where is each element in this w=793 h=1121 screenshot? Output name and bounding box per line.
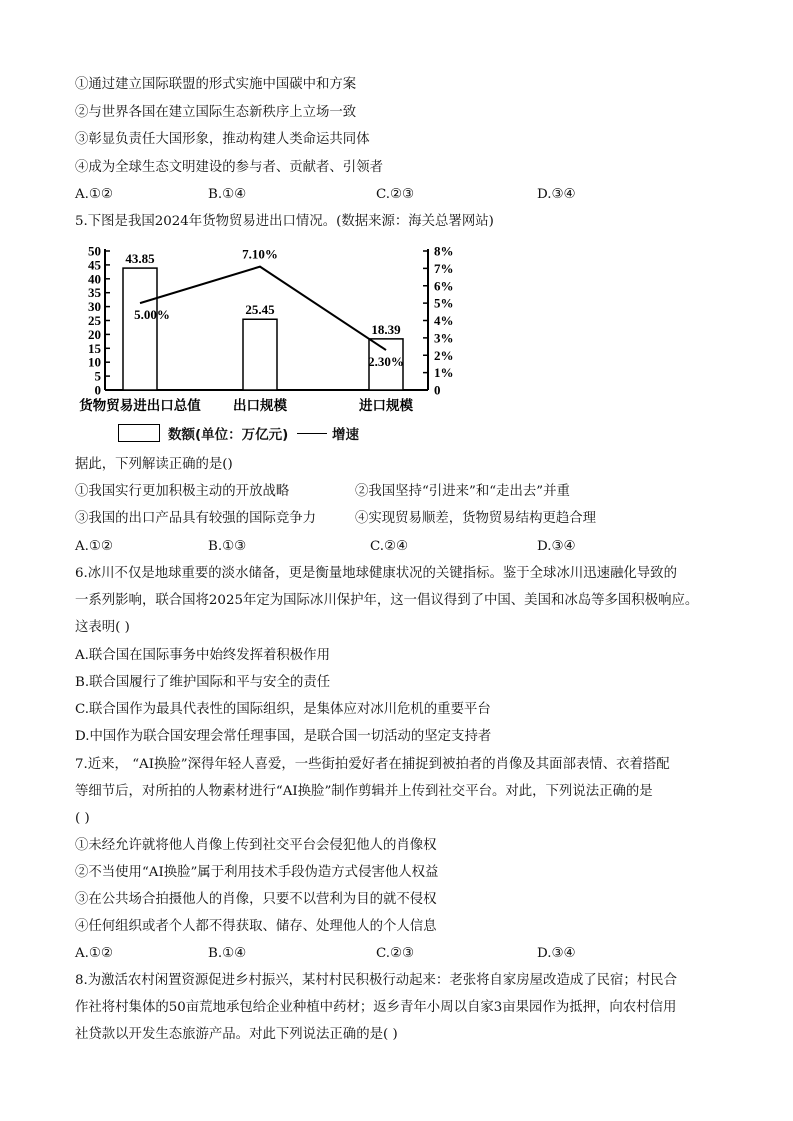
bar-value-label: 18.39	[371, 321, 401, 337]
trade-chart	[70, 238, 470, 448]
q4-item-3: ③彰显负责任大国形象，推动构建人类命运共同体	[75, 132, 370, 147]
bar-value-label: 25.45	[245, 302, 275, 318]
legend-bar-swatch	[118, 424, 160, 442]
growth-value-label: 5.00%	[134, 307, 170, 323]
right-tick-label: 7%	[434, 260, 454, 276]
q8-stem-line-3: 社贷款以开发生态旅游产品。对此下列说法正确的是( )	[75, 1027, 398, 1042]
q5-item-1: ①我国实行更加积极主动的开放战略	[75, 484, 290, 499]
left-tick-label: 20	[88, 326, 101, 342]
left-tick-label: 35	[88, 285, 101, 301]
category-label: 进口规模	[359, 398, 413, 414]
left-tick-label: 45	[88, 257, 101, 273]
q5-option-d: D.③④	[537, 539, 576, 554]
right-tick-label: 4%	[434, 313, 454, 328]
q4-item-2: ②与世界各国在建立国际生态新秩序上立场一致	[75, 105, 357, 120]
left-tick-label: 40	[88, 271, 101, 287]
q4-option-a: A.①②	[75, 187, 113, 202]
bar	[123, 268, 157, 390]
q6-option-c: C.联合国作为最具代表性的国际组织，是集体应对冰川危机的重要平台	[75, 702, 491, 717]
left-tick-label: 50	[88, 243, 101, 259]
left-tick-label: 15	[88, 340, 101, 356]
q7-option-b: B.①④	[208, 946, 247, 961]
q4-option-b: B.①④	[208, 187, 247, 202]
q5-question: 据此，下列解读正确的是()	[75, 457, 233, 472]
legend-line-label: 增速	[332, 427, 359, 443]
right-tick-label: 1%	[434, 365, 454, 381]
q6-option-d: D.中国作为联合国安理会常任理事国，是联合国一切活动的坚定支持者	[75, 729, 492, 744]
q4-option-d: D.③④	[537, 187, 576, 202]
bar	[243, 319, 277, 390]
right-tick-label: 6%	[434, 278, 454, 294]
q7-item-2: ②不当使用“AI换脸”属于利用技术手段伪造方式侵害他人权益	[75, 865, 439, 880]
bar-value-label: 43.85	[125, 251, 155, 267]
q5-option-c: C.②④	[370, 539, 409, 554]
q5-option-b: B.①③	[208, 539, 247, 554]
q7-option-c: C.②③	[376, 946, 415, 961]
q5-item-2: ②我国坚持“引进来”和“走出去”并重	[355, 484, 570, 499]
legend-line-swatch	[297, 433, 327, 434]
right-tick-label: 5%	[434, 295, 454, 311]
q7-item-4: ④任何组织或者个人都不得获取、储存、处理他人的个人信息	[75, 919, 437, 934]
legend-bar-label: 数额(单位：万亿元)	[168, 427, 289, 443]
q7-item-1: ①未经允许就将他人肖像上传到社交平台会侵犯他人的肖像权	[75, 838, 437, 853]
q5-item-3: ③我国的出口产品具有较强的国际竞争力	[75, 511, 317, 526]
right-tick-label: 3%	[434, 330, 454, 346]
q7-stem-line-2: 等细节后，对所拍的人物素材进行“AI换脸”制作剪辑并上传到社交平台。对此，下列说法正确的是	[75, 784, 653, 799]
q4-option-c: C.②③	[376, 187, 415, 202]
q6-stem-line-3: 这表明( )	[75, 620, 130, 635]
q7-stem-line-1: 7.近来， “AI换脸”深得年轻人喜爱，一些街拍爱好者在捕捉到被拍者的肖像及其面部表情、衣着搭配	[75, 757, 670, 772]
q7-stem-line-3: ( )	[75, 811, 90, 826]
q5-option-a: A.①②	[75, 539, 113, 554]
growth-value-label: 2.30%	[368, 354, 404, 370]
q6-stem-line-1: 6.冰川不仅是地球重要的淡水储备，更是衡量地球健康状况的关键指标。鉴于全球冰川迅速融化导致的	[75, 566, 677, 581]
q6-option-a: A.联合国在国际事务中始终发挥着积极作用	[75, 648, 330, 663]
q5-stem: 5.下图是我国2024年货物贸易进出口情况。(数据来源：海关总署网站)	[75, 214, 494, 229]
category-label: 货物贸易进出口总值	[79, 398, 201, 414]
left-tick-label: 5	[94, 368, 101, 384]
q5-item-4: ④实现贸易顺差，货物贸易结构更趋合理	[355, 511, 597, 526]
category-label: 出口规模	[233, 398, 287, 414]
growth-value-label: 7.10%	[242, 246, 278, 262]
q7-item-3: ③在公共场合拍摄他人的肖像，只要不以营利为目的就不侵权	[75, 892, 437, 907]
q4-item-4: ④成为全球生态文明建设的参与者、贡献者、引领者	[75, 160, 383, 175]
left-tick-label: 30	[88, 299, 101, 315]
left-tick-label: 10	[88, 354, 101, 370]
q7-option-a: A.①②	[75, 946, 113, 961]
right-tick-label: 0	[434, 382, 441, 398]
q6-option-b: B.联合国履行了维护国际和平与安全的责任	[75, 675, 331, 690]
q8-stem-line-2: 作社将村集体的50亩荒地承包给企业种植中药材；返乡青年小周以自家3亩果园作为抵押，向农村信用	[75, 1000, 677, 1015]
right-tick-label: 8%	[434, 243, 454, 259]
q7-option-d: D.③④	[537, 946, 576, 961]
q6-stem-line-2: 一系列影响，联合国将2025年定为国际冰川保护年，这一倡议得到了中国、美国和冰岛等多国积极响应。	[75, 593, 699, 608]
left-tick-label: 25	[88, 313, 101, 328]
q4-item-1: ①通过建立国际联盟的形式实施中国碳中和方案	[75, 77, 357, 92]
left-tick-label: 0	[94, 382, 101, 398]
right-tick-label: 2%	[434, 347, 454, 363]
q8-stem-line-1: 8.为激活农村闲置资源促进乡村振兴，某村村民积极行动起来：老张将自家房屋改造成了民宿；村民合	[75, 973, 677, 988]
